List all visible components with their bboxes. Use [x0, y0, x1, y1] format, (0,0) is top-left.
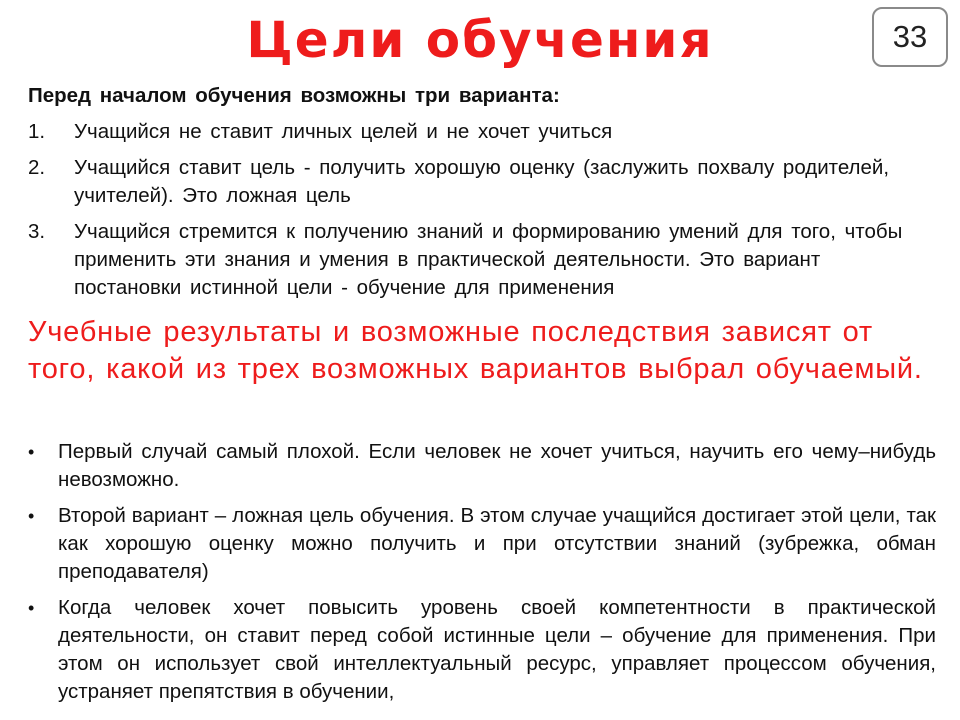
list-item-text: Учащийся ставит цель - получить хорошую оценку (заслужить похвалу родителей, учителей). Это ложная цель — [74, 156, 890, 207]
options-list — [28, 118, 908, 310]
list-item-text: Учащийся не ставит личных целей и не хочет учиться — [74, 120, 613, 143]
bullet-marker: • — [28, 506, 35, 526]
page-number-badge — [872, 7, 948, 67]
list-item — [28, 118, 908, 146]
list-item — [28, 154, 908, 210]
slide-title: Цели обучения — [246, 11, 714, 69]
page-number: 33 — [892, 19, 928, 54]
list-item-text: Учащийся стремится к получению знаний и формированию умений для того, чтобы применить эти знания и умения в практической деятельности. Это вариант постановки истинной цели - обучение для применения — [74, 220, 903, 299]
bullet-text: Когда человек хочет повысить уровень своей компетентности в практической деятельности, он ставит перед собой истинные цели – обучение для применения. При этом он использует свой интеллектуальный ресурс, управляет процессом обучения, устраняет препятствия в обучении, — [58, 596, 936, 703]
bullet-text: Второй вариант – ложная цель обучения. В этом случае учащийся достигает этой цели, так как хорошую оценку можно получить и при отсутствии знаний (зубрежка, обман преподавателя) — [58, 504, 936, 583]
bullet-marker: • — [28, 442, 35, 462]
bullet-item — [28, 438, 936, 494]
list-item-number: 1. — [28, 120, 46, 143]
list-item — [28, 218, 908, 302]
list-item-number: 3. — [28, 220, 46, 243]
bullet-marker: • — [28, 598, 35, 618]
bullet-text: Первый случай самый плохой. Если человек не хочет учиться, научить его чему–нибудь невозможно. — [58, 440, 936, 491]
list-item-number: 2. — [28, 156, 46, 179]
intro-heading: Перед началом обучения возможны три варианта: — [28, 84, 560, 107]
bullet-item — [28, 502, 936, 586]
highlight-paragraph: Учебные результаты и возможные последствия зависят от того, какой из трех возможных вариантов выбрал обучаемый. — [28, 316, 923, 385]
bullet-item — [28, 594, 936, 706]
consequences-list — [28, 438, 936, 714]
